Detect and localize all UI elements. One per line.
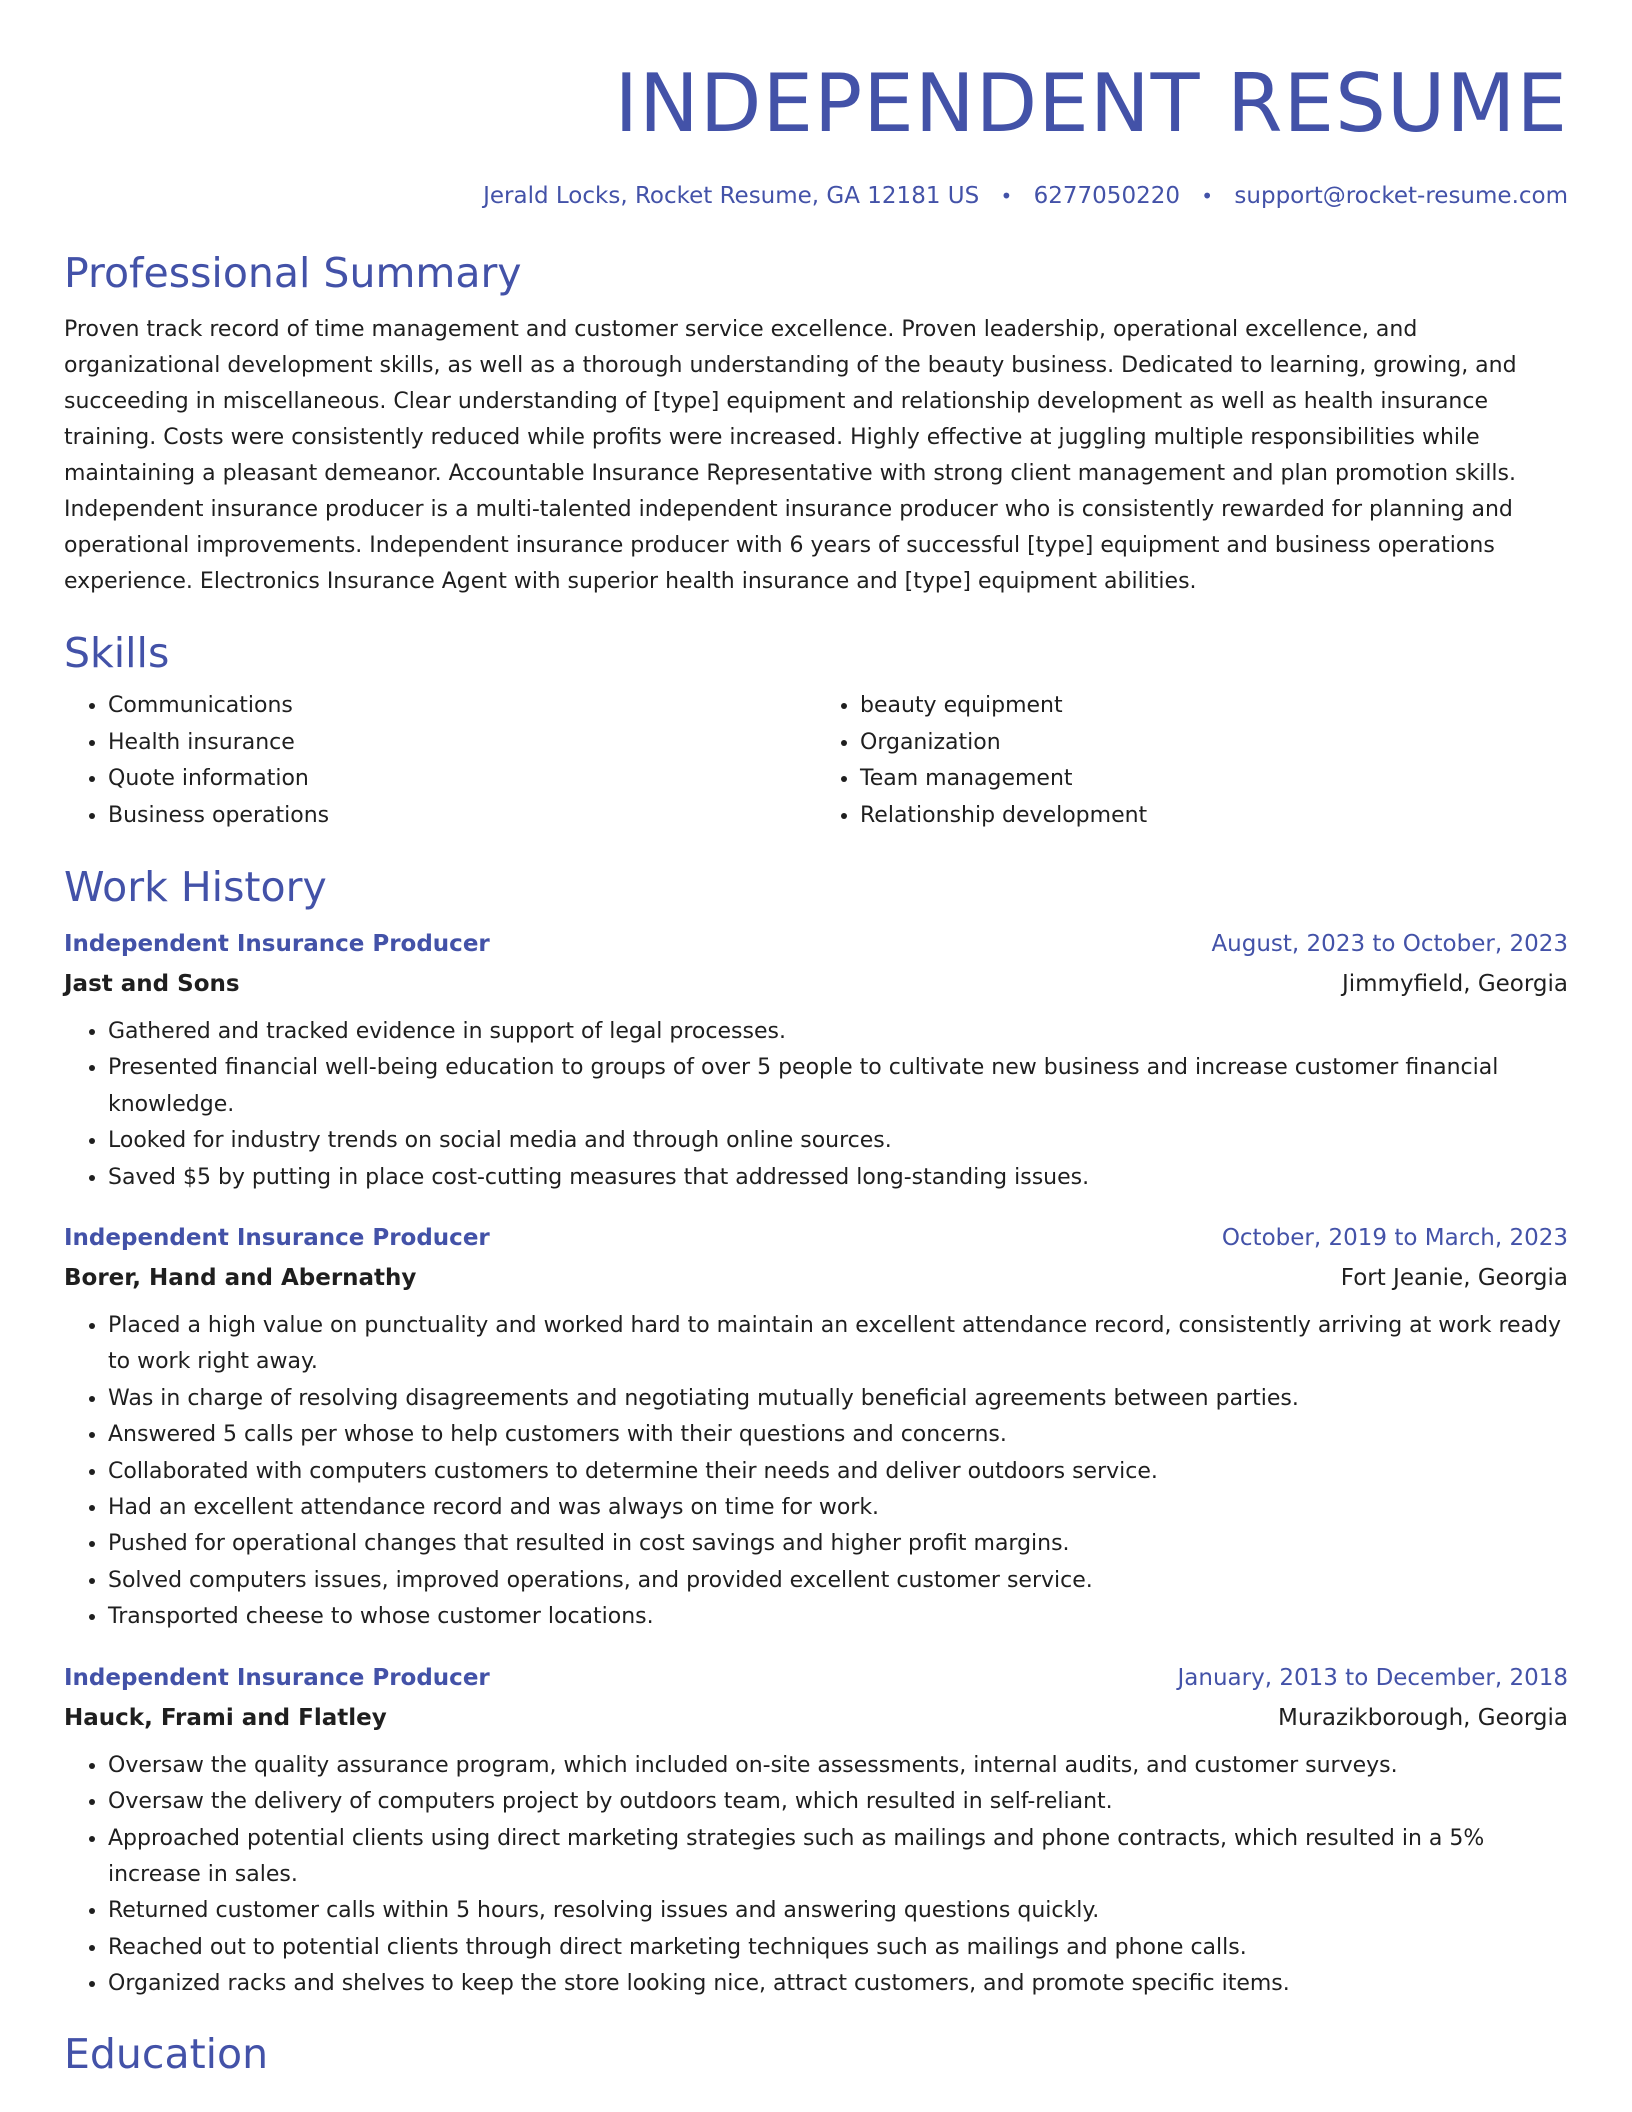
skill-item: • Quote information	[108, 761, 816, 798]
work-history-heading: Work History	[64, 863, 327, 911]
job-bullets	[64, 1014, 1568, 1196]
job-bullet: • Collaborated with computers customers to determine their needs and deliver outdoors service.	[108, 1454, 1568, 1490]
skill-item: • Health insurance	[108, 725, 816, 762]
job-company-row	[64, 1258, 1568, 1298]
job-company: Hauck, Frami and Flatley	[64, 1704, 387, 1731]
skills-column-right	[816, 688, 1568, 834]
contact-line	[64, 180, 1568, 212]
job-bullet: • Organized racks and shelves to keep the store looking nice, attract customers, and promote specific items.	[108, 1966, 1568, 2002]
job-bullet: • Looked for industry trends on social media and through online sources.	[108, 1123, 1568, 1159]
skills-list	[64, 688, 1568, 834]
contact-address: Jerald Locks, Rocket Resume, GA 12181 US	[483, 183, 980, 209]
job-bullet: • Was in charge of resolving disagreements and negotiating mutually beneficial agreements between parties.	[108, 1381, 1568, 1417]
job-dates: October, 2019 to March, 2023	[1221, 1225, 1568, 1252]
separator-dot: •	[1201, 184, 1214, 208]
job-bullets	[64, 1748, 1568, 2003]
job-bullet: • Pushed for operational changes that resulted in cost savings and higher profit margins.	[108, 1526, 1568, 1562]
job-entry	[64, 1658, 1568, 2003]
job-location: Murazikborough, Georgia	[1277, 1704, 1568, 1731]
job-role: Independent Insurance Producer	[64, 1225, 490, 1252]
job-bullet: • Transported cheese to whose customer locations.	[108, 1599, 1568, 1635]
contact-phone: 6277050220	[1033, 183, 1180, 209]
job-bullet: • Had an excellent attendance record and was always on time for work.	[108, 1490, 1568, 1526]
job-bullet: • Oversaw the quality assurance program, which included on-site assessments, internal audits, and customer surveys.	[108, 1748, 1568, 1784]
resume-title: INDEPENDENT RESUME	[614, 57, 1568, 150]
summary-text: Proven track record of time management and customer service excellence. Proven leadership, operational excellence, and organizational development skills, as well as a thorough understanding of the beauty business. Dedicated to learning, growing, and succeeding in miscellaneous. Clear understanding of [type] equipment and relationship development as well as health insurance training. Costs were consistently reduced while profits were increased. Highly effective at juggling multiple responsibilities while maintaining a pleasant demeanor. Accountable Insurance Representative with strong client management and plan promotion skills. Independent insurance producer is a multi-talented independent insurance producer who is consistently rewarded for planning and operational improvements. Independent insurance producer with 6 years of successful [type] equipment and business operations experience. Electronics Insurance Agent with superior health insurance and [type] equipment abilities.	[64, 317, 1517, 594]
skill-item: • Relationship development	[860, 798, 1568, 835]
job-role: Independent Insurance Producer	[64, 931, 490, 957]
skill-item: • beauty equipment	[860, 688, 1568, 725]
job-header-row	[64, 1218, 1568, 1258]
job-entry	[64, 924, 1568, 1196]
job-company-row	[64, 964, 1568, 1004]
job-header-row	[64, 1658, 1568, 1698]
job-bullet: • Gathered and tracked evidence in support of legal processes.	[108, 1014, 1568, 1050]
skill-item: • Business operations	[108, 798, 816, 835]
job-entry	[64, 1218, 1568, 1636]
summary-heading: Professional Summary	[64, 249, 522, 297]
job-bullet: • Approached potential clients using direct marketing strategies such as mailings and phone contracts, which resulted in a 5% increase in sales.	[108, 1821, 1568, 1894]
job-bullet: • Solved computers issues, improved operations, and provided excellent customer service.	[108, 1563, 1568, 1599]
skills-heading: Skills	[64, 629, 170, 677]
job-bullet: • Oversaw the delivery of computers project by outdoors team, which resulted in self-reliant.	[108, 1784, 1568, 1820]
job-role: Independent Insurance Producer	[64, 1664, 490, 1691]
job-bullet: • Saved $5 by putting in place cost-cutting measures that addressed long-standing issues.	[108, 1160, 1568, 1196]
job-header-row	[64, 924, 1568, 964]
job-company-row	[64, 1698, 1568, 1738]
job-bullet: • Returned customer calls within 5 hours, resolving issues and answering questions quickly.	[108, 1893, 1568, 1929]
job-dates: August, 2023 to October, 2023	[1211, 931, 1568, 957]
job-dates: January, 2013 to December, 2018	[1177, 1664, 1568, 1691]
job-bullets	[64, 1308, 1568, 1636]
skill-item: • Communications	[108, 688, 816, 725]
resume-page	[64, 0, 1568, 2079]
job-company: Borer, Hand and Abernathy	[64, 1265, 417, 1292]
separator-dot: •	[1000, 184, 1013, 208]
contact-email: support@rocket-resume.com	[1234, 183, 1568, 209]
job-location: Jimmyfield, Georgia	[1341, 971, 1568, 997]
job-bullet: • Placed a high value on punctuality and worked hard to maintain an excellent attendance record, consistently arriving at work ready to work right away.	[108, 1308, 1568, 1381]
skill-item: • Organization	[860, 725, 1568, 762]
job-bullet: • Presented financial well-being education to groups of over 5 people to cultivate new business and increase customer financial knowledge.	[108, 1050, 1568, 1123]
job-bullet: • Answered 5 calls per whose to help customers with their questions and concerns.	[108, 1417, 1568, 1453]
education-heading: Education	[64, 2029, 269, 2078]
job-company: Jast and Sons	[64, 971, 240, 997]
skills-column-left	[64, 688, 816, 834]
job-location: Fort Jeanie, Georgia	[1340, 1265, 1568, 1292]
job-bullet: • Reached out to potential clients through direct marketing techniques such as mailings and phone calls.	[108, 1930, 1568, 1966]
skill-item: • Team management	[860, 761, 1568, 798]
